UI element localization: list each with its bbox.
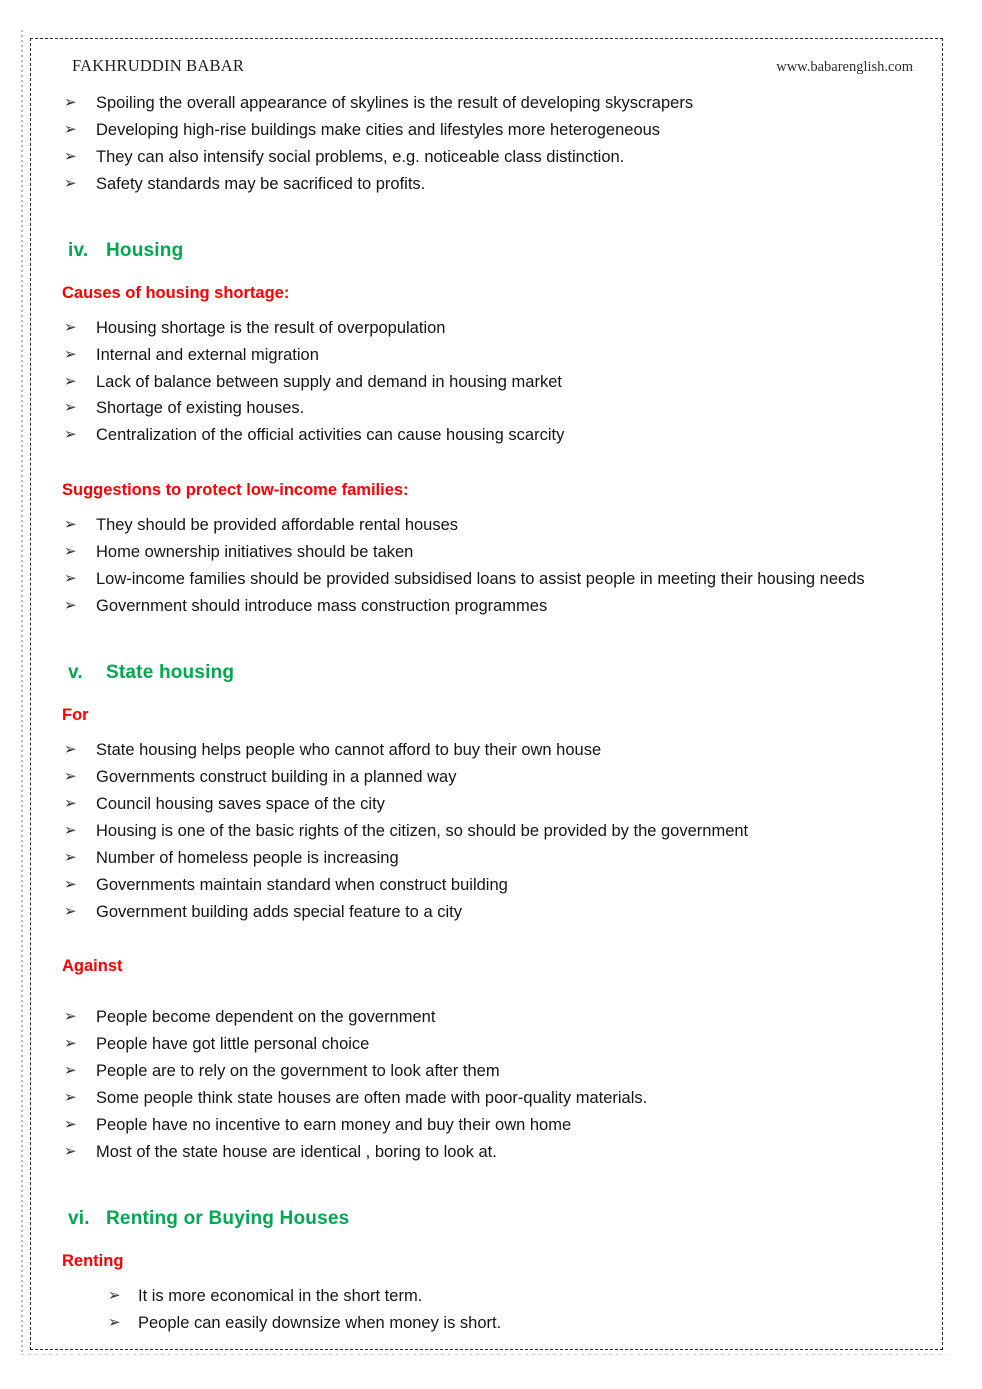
subsection-label: Renting — [62, 1251, 124, 1270]
spacer — [50, 684, 923, 706]
spacer — [50, 303, 923, 317]
website-url: www.babarenglish.com — [776, 59, 913, 75]
list-item: ➢ Developing high-rise buildings make cities and lifestyles more heterogeneous — [50, 119, 923, 143]
list-item: ➢ People have no incentive to earn money and buy their own home — [50, 1114, 923, 1138]
list-item: ➢ Council housing saves space of the city — [50, 793, 923, 817]
spacer — [50, 927, 923, 957]
subsection-label: Causes of housing shortage: — [62, 283, 290, 302]
list-item: ➢ Housing shortage is the result of overpopulation — [50, 317, 923, 341]
list-item: ➢ State housing helps people who cannot afford to buy their own house — [50, 739, 923, 763]
spacer — [50, 1339, 923, 1379]
list-item: ➢ Government should introduce mass construction programmes — [50, 595, 923, 619]
list-item: ➢ People are to rely on the government to look after them — [50, 1060, 923, 1084]
spacer — [50, 262, 923, 284]
list-item: ➢ Low-income families should be provided subsidised loans to assist people in meeting their housing needs — [50, 568, 923, 592]
spacer — [50, 622, 923, 662]
list-item: ➢ Internal and external migration — [50, 344, 923, 368]
spacer — [50, 725, 923, 739]
spacer — [50, 1168, 923, 1208]
list-item: ➢ People become dependent on the government — [50, 1006, 923, 1030]
intro-bullet-list — [50, 92, 923, 197]
section-title: Housing — [106, 239, 184, 261]
section-heading — [50, 662, 923, 684]
sections-container — [50, 240, 923, 1379]
list-item: ➢ Lack of balance between supply and demand in housing market — [50, 371, 923, 395]
list-item: ➢ Spoiling the overall appearance of skylines is the result of developing skyscrapers — [50, 92, 923, 116]
section-heading — [50, 1208, 923, 1230]
spacer — [50, 1230, 923, 1252]
spacer — [50, 1271, 923, 1285]
list-item: ➢ Number of homeless people is increasing — [50, 847, 923, 871]
section-title: Renting or Buying Houses — [106, 1207, 350, 1229]
list-item: ➢ People can easily downsize when money is short. — [98, 1312, 923, 1336]
arrow-bullet-list — [50, 1006, 923, 1165]
list-item: ➢ They can also intensify social problems, e.g. noticeable class distinction. — [50, 146, 923, 170]
section-numeral: iv. — [68, 239, 89, 261]
list-item: ➢ Governments maintain standard when construct building — [50, 874, 923, 898]
arrow-bullet-list — [50, 317, 923, 449]
document-content — [30, 38, 943, 1350]
section-numeral: vi. — [68, 1207, 90, 1229]
arrow-bullet-list — [50, 1285, 923, 1336]
section-heading — [50, 240, 923, 262]
spacer — [50, 451, 923, 481]
scan-left-edge-artifact — [21, 30, 23, 1352]
section-title: State housing — [106, 661, 235, 683]
list-item: ➢ Safety standards may be sacrificed to profits. — [50, 173, 923, 197]
list-item: ➢ Shortage of existing houses. — [50, 397, 923, 421]
list-item: ➢ They should be provided affordable rental houses — [50, 514, 923, 538]
section-numeral: v. — [68, 661, 83, 683]
list-item: ➢ Governments construct building in a planned way — [50, 766, 923, 790]
list-item: ➢ Centralization of the official activities can cause housing scarcity — [50, 424, 923, 448]
subsection-label: Against — [62, 957, 123, 976]
list-item: ➢ Home ownership initiatives should be taken — [50, 541, 923, 565]
arrow-bullet-list — [50, 514, 923, 619]
list-item: ➢ Some people think state houses are often made with poor-quality materials. — [50, 1087, 923, 1111]
author-name: FAKHRUDDIN BABAR — [72, 56, 245, 75]
list-item: ➢ Most of the state house are identical , boring to look at. — [50, 1141, 923, 1165]
spacer — [50, 200, 923, 240]
list-item: ➢ Government building adds special feature to a city — [50, 901, 923, 925]
spacer — [50, 500, 923, 514]
subsection-label: Suggestions to protect low-income families: — [62, 481, 409, 500]
list-item: ➢ Housing is one of the basic rights of the citizen, so should be provided by the government — [50, 820, 923, 844]
spacer — [50, 976, 923, 1006]
list-item: ➢ People have got little personal choice — [50, 1033, 923, 1057]
arrow-bullet-list — [50, 739, 923, 924]
list-item: ➢ It is more economical in the short term. — [98, 1285, 923, 1309]
subsection-label: For — [62, 705, 89, 724]
running-head — [50, 56, 923, 76]
